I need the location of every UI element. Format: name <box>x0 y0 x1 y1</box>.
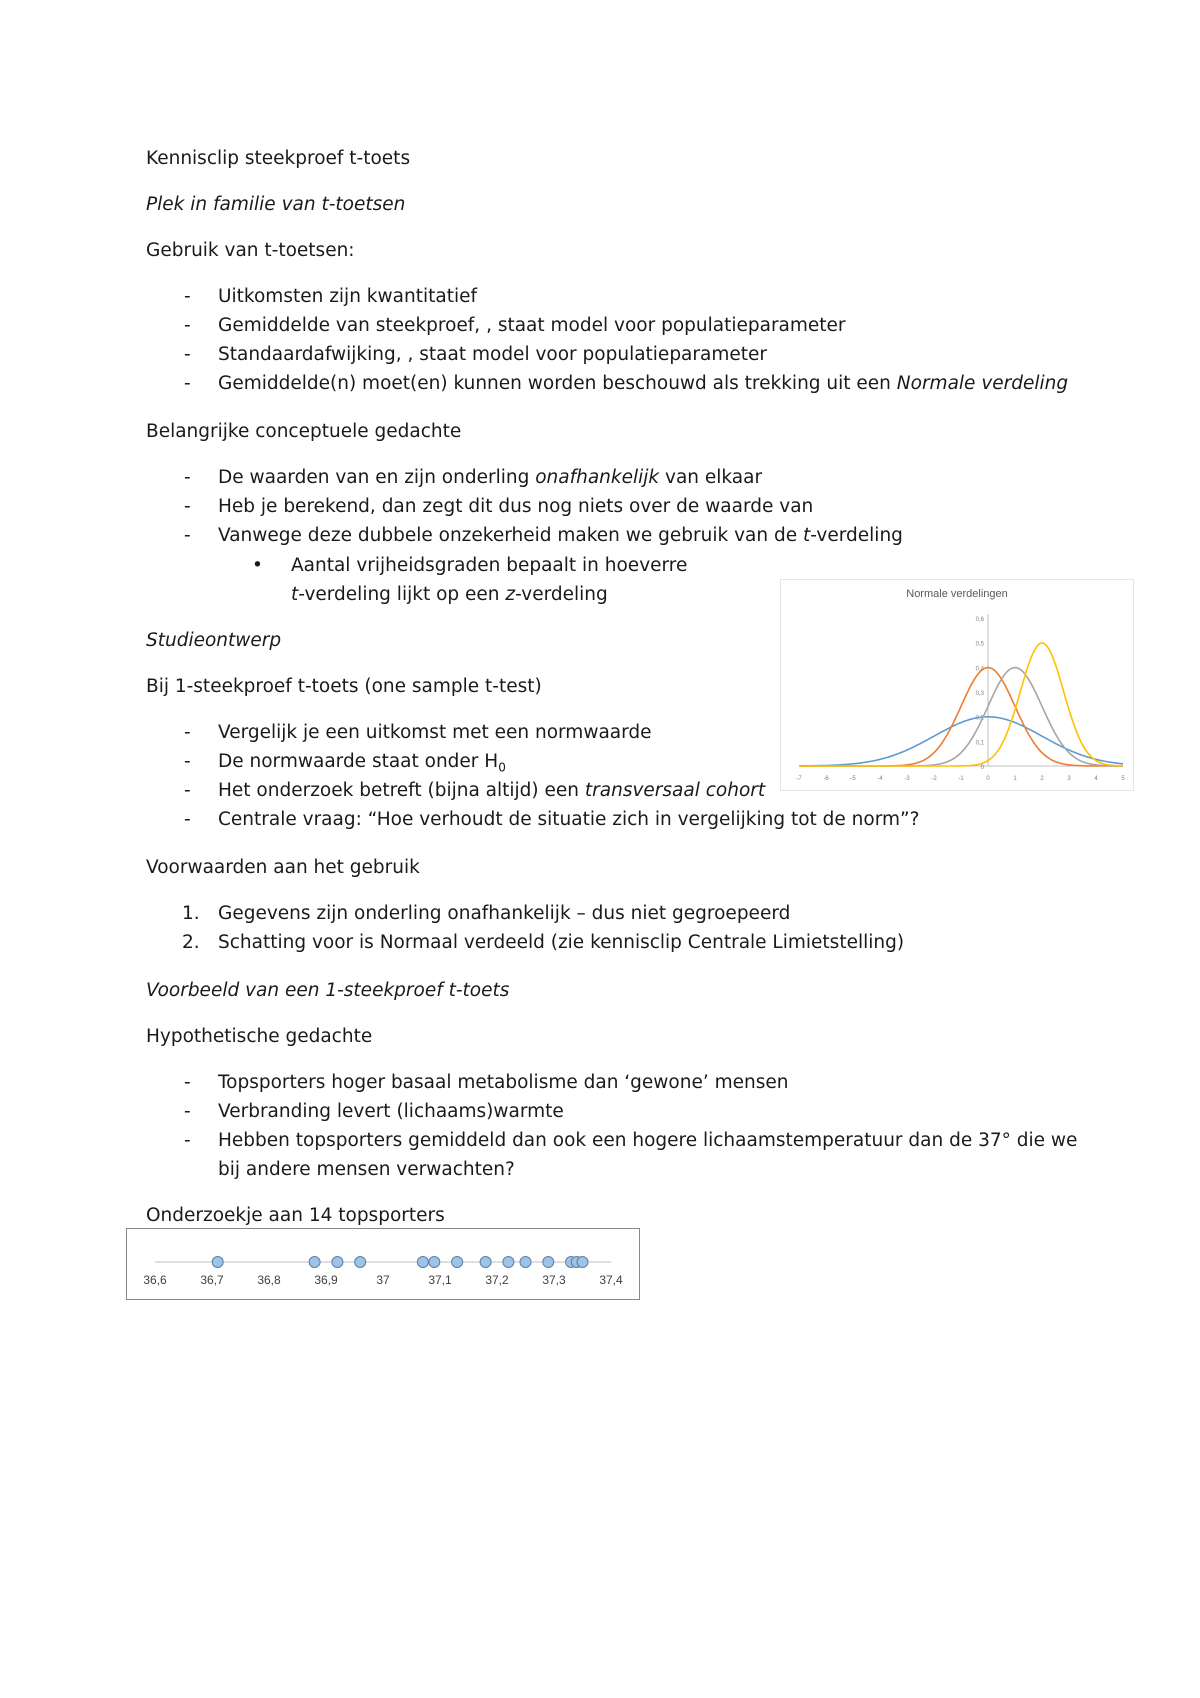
series-line-oranje <box>799 668 1123 766</box>
doc-title: Kennisclip steekproef t-toets <box>146 148 411 169</box>
data-point <box>332 1257 343 1268</box>
data-point <box>417 1257 428 1268</box>
x-tick-label: -1 <box>958 776 964 782</box>
data-point <box>503 1257 514 1268</box>
list-dash: - <box>184 496 191 517</box>
list-dash: - <box>184 286 191 307</box>
x-tick-label: 37,3 <box>542 1273 566 1287</box>
y-tick-label: 0,5 <box>975 641 984 648</box>
list-dash: - <box>184 1101 191 1122</box>
list-dash: - <box>184 809 191 830</box>
sub-bullet: • <box>252 555 263 576</box>
x-tick-label: -3 <box>904 776 910 782</box>
list-dash: - <box>184 525 191 546</box>
list-dash: - <box>184 722 191 743</box>
data-point <box>355 1257 366 1268</box>
sub-list-item-cont: t-verdeling lijkt op een z-verdeling <box>291 584 608 605</box>
temperature-dot-plot <box>126 1228 640 1300</box>
gebruik-heading: Gebruik van t-toetsen: <box>146 240 355 261</box>
list-item: Standaardafwijking, , staat model voor populatieparameter <box>218 344 767 365</box>
chart-title: Normale verdelingen <box>906 588 1008 600</box>
x-tick-label: 2 <box>1040 776 1044 782</box>
list-item: Het onderzoek betreft (bijna altijd) een transversaal cohort <box>218 780 766 801</box>
data-point <box>429 1257 440 1268</box>
x-tick-label: -6 <box>823 776 829 782</box>
data-point <box>480 1257 491 1268</box>
normal-distributions-svg <box>781 580 1133 790</box>
x-tick-label: 37,2 <box>485 1273 509 1287</box>
plek-heading: Plek in familie van t-toetsen <box>146 194 406 215</box>
x-tick-label: 1 <box>1013 776 1017 782</box>
y-tick-label: 0,3 <box>975 691 984 697</box>
x-tick-label: -7 <box>796 776 802 782</box>
y-tick-label: 0 <box>980 765 984 771</box>
list-item: De waarden van en zijn onderling onafhankelijk van elkaar <box>218 467 763 488</box>
list-dash: - <box>184 1130 191 1151</box>
list-number: 1. <box>182 903 200 924</box>
sub-list-item: Aantal vrijheidsgraden bepaalt in hoeverre <box>291 555 688 576</box>
list-dash: - <box>184 467 191 488</box>
data-point <box>520 1257 531 1268</box>
concept-heading: Belangrijke conceptuele gedachte <box>146 421 462 442</box>
temperature-dot-plot-svg <box>127 1229 639 1299</box>
normal-distributions-chart <box>780 579 1134 791</box>
list-item: Vanwege deze dubbele onzekerheid maken we gebruik van de t-verdeling <box>218 525 903 546</box>
x-tick-label: -2 <box>931 776 937 782</box>
list-item: Verbranding levert (lichaams)warmte <box>218 1101 564 1122</box>
x-tick-label: 36,6 <box>143 1273 167 1287</box>
x-tick-label: -4 <box>877 776 883 782</box>
list-item: Gemiddelde van steekproef, , staat model voor populatieparameter <box>218 315 846 336</box>
list-item: De normwaarde staat onder $H_0$ <box>218 751 506 775</box>
y-tick-label: 0,4 <box>975 666 984 673</box>
list-item: Topsporters hoger basaal metabolisme dan ‘gewone’ mensen <box>218 1072 789 1093</box>
y-tick-label: 0,1 <box>975 740 984 747</box>
data-point <box>309 1257 320 1268</box>
onderzoek-heading: Onderzoekje aan 14 topsporters <box>146 1205 445 1226</box>
list-dash: - <box>184 373 191 394</box>
studie-heading: Studieontwerp <box>146 630 282 651</box>
list-item: Centrale vraag: “Hoe verhoudt de situatie zich in vergelijking tot de norm”? <box>218 809 920 830</box>
x-tick-label: 4 <box>1094 776 1098 782</box>
list-item: Uitkomsten zijn kwantitatief <box>218 286 477 307</box>
x-tick-label: 0 <box>986 776 990 782</box>
hypo-heading: Hypothetische gedachte <box>146 1026 373 1047</box>
data-point <box>452 1257 463 1268</box>
x-tick-label: 36,9 <box>314 1273 338 1287</box>
list-dash: - <box>184 1072 191 1093</box>
list-item: Gemiddelde(n) moet(en) kunnen worden beschouwd als trekking uit een Normale verdeling <box>218 373 1069 394</box>
voorbeeld-heading: Voorbeeld van een 1-steekproef t-toets <box>146 980 510 1001</box>
x-tick-label: 36,8 <box>257 1273 281 1287</box>
data-point <box>543 1257 554 1268</box>
series-line-grijs <box>799 668 1123 766</box>
list-item: Heb je berekend, dan zegt dit dus nog niets over de waarde van <box>218 496 814 517</box>
list-dash: - <box>184 315 191 336</box>
list-item: Schatting voor is Normaal verdeeld (zie kennisclip Centrale Limietstelling) <box>218 932 905 953</box>
y-tick-label: 0,6 <box>975 617 984 623</box>
bij-heading: Bij 1-steekproef t-toets (one sample t-test) <box>146 676 542 697</box>
data-point <box>212 1257 223 1268</box>
x-tick-label: 36,7 <box>200 1273 224 1287</box>
voorwaarden-heading: Voorwaarden aan het gebruik <box>146 857 420 878</box>
x-tick-label: -5 <box>850 776 856 782</box>
list-item: Vergelijk je een uitkomst met een normwaarde <box>218 722 652 743</box>
list-item: Hebben topsporters gemiddeld dan ook een hogere lichaamstemperatuur dan de 37° die we <box>218 1130 1078 1151</box>
list-dash: - <box>184 344 191 365</box>
list-item: Gegevens zijn onderling onafhankelijk – dus niet gegroepeerd <box>218 903 791 924</box>
data-point <box>577 1257 588 1268</box>
x-tick-label: 37,4 <box>599 1273 623 1287</box>
list-item-cont: bij andere mensen verwachten? <box>218 1159 515 1180</box>
list-dash: - <box>184 780 191 801</box>
x-tick-label: 37 <box>376 1273 390 1287</box>
list-dash: - <box>184 751 191 772</box>
x-tick-label: 5 <box>1121 776 1125 782</box>
y-tick-label: 0,2 <box>975 715 984 722</box>
x-tick-label: 37,1 <box>428 1273 452 1287</box>
x-tick-label: 3 <box>1067 776 1071 782</box>
list-number: 2. <box>182 932 200 953</box>
